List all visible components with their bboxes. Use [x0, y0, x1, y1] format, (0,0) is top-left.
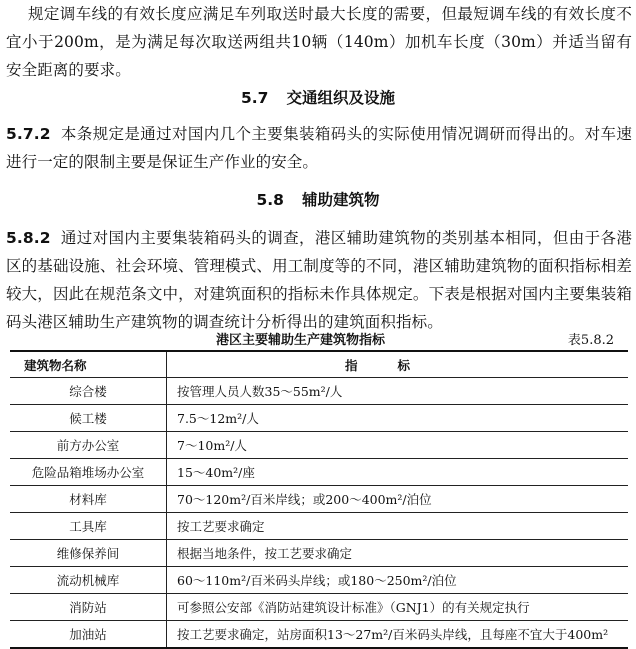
index-value-cell: 按工艺要求确定: [167, 513, 629, 540]
index-value-cell: 15～40m²/座: [167, 459, 629, 486]
clause-text: 通过对国内主要集装箱码头的调查，港区辅助建筑物的类别基本相同，但由于各港区的基础设施、社会环境、管理模式、用工制度等的不同，港区辅助建筑物的面积指标相差较大，因此在规范条文中，对建筑面积的指标未作具体规定。下表是根据对国内主要集装箱码头港区辅助生产建筑物的调查统计分析得出的建筑面积指标。: [6, 229, 632, 331]
table-row: [10, 432, 628, 459]
index-value-cell: 可参照公安部《消防站建筑设计标准》（GNJ1）的有关规定执行: [167, 594, 629, 621]
table-row: [10, 621, 628, 649]
building-name-cell: 前方办公室: [10, 432, 167, 459]
index-value-cell: 按管理人员人数35～55m²/人: [167, 378, 629, 405]
section-heading-5-7: [0, 86, 636, 108]
table-row: [10, 567, 628, 594]
building-name-cell: 综合楼: [10, 378, 167, 405]
table-row: [10, 540, 628, 567]
clause-number: 5.7.2: [6, 125, 51, 143]
table-title: 港区主要辅助生产建筑物指标: [216, 333, 386, 348]
index-value-cell: 7～10m²/人: [167, 432, 629, 459]
index-value-cell: 按工艺要求确定，站房面积13～27m²/百米码头岸线，且每座不宜大于400m²: [167, 621, 629, 649]
building-name-cell: 维修保养间: [10, 540, 167, 567]
clause-number: 5.8.2: [6, 229, 51, 247]
index-value-cell: 根据当地条件，按工艺要求确定: [167, 540, 629, 567]
table-row: [10, 594, 628, 621]
section-title: 辅助建筑物: [301, 191, 380, 209]
section-number: 5.7: [241, 89, 269, 107]
table-number: 表5.8.2: [567, 333, 614, 348]
table-row: [10, 405, 628, 432]
paragraph-text: 规定调车线的有效长度应满足车列取送时最大长度的需要，但最短调车线的有效长度不宜小于200m，是为满足每次取送两组共10辆（140m）加机车长度（30m）并适当留有安全距离的要求。: [6, 5, 632, 79]
index-value-cell: 60～110m²/百米码头岸线；或180～250m²/泊位: [167, 567, 629, 594]
building-name-cell: 工具库: [10, 513, 167, 540]
building-name-cell: 加油站: [10, 621, 167, 649]
section-number: 5.8: [256, 191, 284, 209]
building-name-cell: 流动机械库: [10, 567, 167, 594]
building-name-cell: 材料库: [10, 486, 167, 513]
section-heading-5-8: [0, 188, 636, 210]
building-name-cell: 消防站: [10, 594, 167, 621]
header-index: 指标: [167, 351, 629, 378]
clause-text: 本条规定是通过对国内几个主要集装箱码头的实际使用情况调研而得出的。对车速进行一定的限制主要是保证生产作业的安全。: [6, 125, 632, 171]
table-row: [10, 378, 628, 405]
building-index-table: [10, 350, 628, 649]
building-name-cell: 候工楼: [10, 405, 167, 432]
table-row: [10, 486, 628, 513]
index-value-cell: 7.5～12m²/人: [167, 405, 629, 432]
table-row: [10, 459, 628, 486]
clause-5-7-2: [6, 120, 632, 176]
section-title: 交通组织及设施: [286, 89, 395, 107]
clause-5-8-2: [6, 224, 632, 336]
index-value-cell: 70～120m²/百米岸线；或200～400m²/泊位: [167, 486, 629, 513]
paragraph-railway-siding: [6, 0, 632, 84]
building-name-cell: 危险品箱堆场办公室: [10, 459, 167, 486]
header-building-name: 建筑物名称: [10, 351, 167, 378]
table-header-row: [10, 351, 628, 378]
table-row: [10, 513, 628, 540]
